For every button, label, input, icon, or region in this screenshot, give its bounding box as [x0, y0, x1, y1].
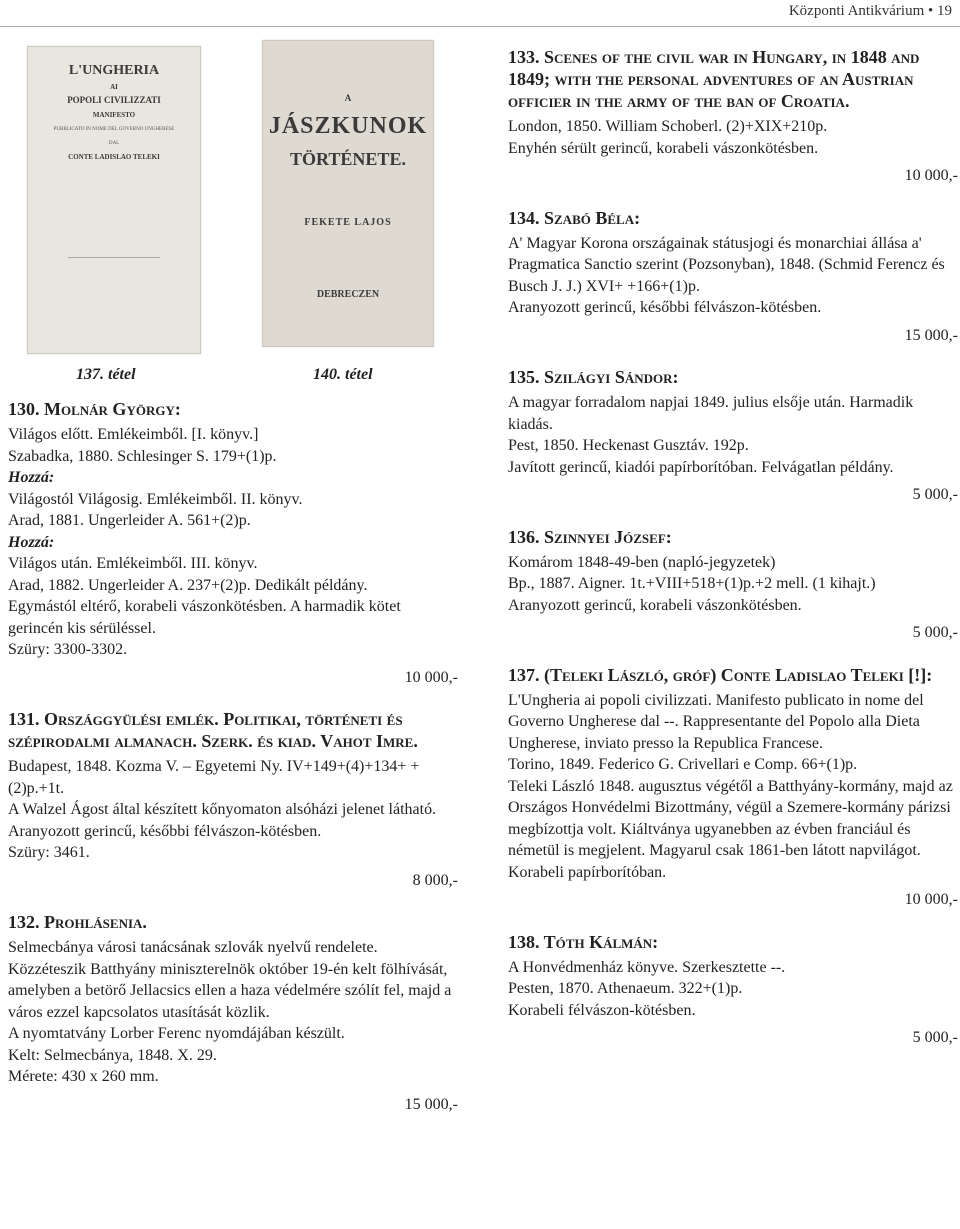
- entry-line: London, 1850. William Schoberl. (2)+XIX+210p.: [508, 118, 828, 135]
- entry-price: 5 000,-: [912, 1029, 958, 1046]
- entry-price: 5 000,-: [912, 486, 958, 503]
- entry-heading: 135. Szilágyi Sándor:: [508, 367, 679, 387]
- entry-line: Szabadka, 1880. Schlesinger S. 179+(1)p.: [8, 447, 277, 465]
- figure-caption-140: 140. tétel: [313, 366, 373, 383]
- fig1-rule: [68, 257, 160, 258]
- entry-description: Aranyozott gerincű, későbbi félvászon-kötésben.: [8, 822, 322, 840]
- entry-description: A magyar forradalom napjai 1849. julius elsője után. Harmadik kiadás.: [508, 394, 914, 433]
- entry-price: 10 000,-: [904, 891, 958, 908]
- entry-description: Torino, 1849. Federico G. Crivellari e Comp. 66+(1)p.: [508, 756, 858, 773]
- entry-line: Világos után. Emlékeimből. III. könyv.: [8, 555, 258, 572]
- entry-description: Komárom 1848-49-ben (napló-jegyzetek): [508, 553, 776, 571]
- entry-line: Enyhén sérült gerincű, korabeli vászonkötésben.: [508, 139, 819, 157]
- header-text: Központi Antikvárium • 19: [788, 3, 952, 19]
- fig2-place: DEBRECZEN: [316, 289, 380, 300]
- catalog-entry-130: [8, 398, 458, 688]
- entry-description: Pest, 1850. Heckenast Gusztáv. 192p.: [508, 437, 749, 454]
- fig1-line: MANIFESTO: [92, 111, 136, 119]
- entry-line: Világos előtt. Emlékeimből. [I. könyv.]: [8, 426, 259, 443]
- hozza-label: Hozzá:: [8, 533, 55, 551]
- fig2-subtitle: TÖRTÉNETE.: [290, 149, 406, 169]
- entry-heading: 134. Szabó Béla:: [508, 207, 641, 228]
- entry-heading: 138. Tóth Kálmán:: [508, 931, 659, 952]
- entry-price: 10 000,-: [404, 668, 458, 686]
- entry-description: Selmecbánya városi tanácsának szlovák nyelvű rendelete. Közzéteszik Batthyány miniszterelnök október 19-én kelt fölhívását, amelyben a betörő Jellacsics ellen a haza védelmére szólít fel, majd a város ezzel kapcsolatos utasítását közlik.: [8, 939, 452, 1021]
- entry-price: 15 000,-: [904, 326, 958, 344]
- page-header: [0, 0, 960, 27]
- figure-caption-137: 137. tétel: [76, 366, 136, 383]
- catalog-entry-136: [508, 526, 958, 644]
- catalog-entry-131: [8, 708, 458, 891]
- entry-description: A' Magyar Korona országainak státusjogi és monarchiai állása a' Pragmatica Sanctio szerint (Pozsonyban), 1848. (Schmid Ferencz és Busch J. J.) XVI+ +166+(1)p.: [508, 234, 945, 295]
- entry-description: Egymástól eltérő, korabeli vászonkötésben. A harmadik kötet gerincén kis sérüléssel.: [8, 598, 401, 637]
- catalog-entry-135: [508, 366, 958, 506]
- entry-price: 15 000,-: [404, 1095, 458, 1113]
- hozza-label: Hozzá:: [8, 469, 55, 486]
- entry-line: Budapest, 1848. Kozma V. – Egyetemi Ny. IV+149+(4)+134+ +(2)p.+1t.: [8, 758, 420, 797]
- entry-description: Javított gerincű, kiadói papírborítóban. Felvágatlan példány.: [508, 458, 894, 476]
- entry-heading: 137. (Teleki László, gróf) Conte Ladislao Teleki [!]:: [508, 664, 933, 685]
- entry-description: Mérete: 430 x 260 mm.: [8, 1068, 159, 1085]
- left-column: [8, 398, 458, 1115]
- entry-description: A Honvédmenház könyve. Szerkesztette --.: [508, 958, 786, 976]
- entry-description: Korabeli papírborítóban.: [508, 863, 667, 881]
- entry-price: 8 000,-: [412, 871, 458, 889]
- catalog-entry-137: [508, 664, 958, 911]
- entry-line: Arad, 1881. Ungerleider A. 561+(2)p.: [8, 512, 251, 529]
- fig2-author: FEKETE LAJOS: [304, 217, 392, 228]
- catalog-entry-132: [8, 911, 458, 1115]
- entry-description: Teleki László 1848. augusztus végétől a Batthyány-kormány, majd az Országos Honvédelmi Bizottmány, végül a Szemere-kormány párizsi megbízottja volt. Kiáltványa ugyanebben az évben franciául és németül is megjelent. Magyarul csak 1861-ben látott napvilágot.: [508, 777, 953, 859]
- book-cover-image-137: [27, 46, 201, 354]
- fig1-title: L'UNGHERIA: [68, 63, 160, 78]
- fig1-line: DAL: [108, 141, 120, 146]
- fig1-line: CONTE LADISLAO TELEKI: [68, 153, 160, 161]
- entry-line: Arad, 1882. Ungerleider A. 237+(2)p. Dedikált példány.: [8, 576, 368, 594]
- catalog-entry-133: [508, 46, 958, 187]
- right-column: [508, 46, 958, 1049]
- entry-description: Korabeli félvászon-kötésben.: [508, 1001, 696, 1019]
- entry-description: Kelt: Selmecbánya, 1848. X. 29.: [8, 1046, 217, 1064]
- catalog-entry-138: [508, 931, 958, 1049]
- entry-description: Aranyozott gerincű, korabeli vászonkötésben.: [508, 596, 802, 614]
- entry-reference: Szüry: 3300-3302.: [8, 641, 128, 658]
- catalog-entry-134: [508, 207, 958, 347]
- book-cover-image-140: [262, 40, 434, 347]
- entry-description: A Walzel Ágost által készített kőnyomaton alsóházi jelenet látható.: [8, 801, 437, 818]
- entry-heading: 132. Prohlásenia.: [8, 912, 147, 932]
- entry-description: L'Ungheria ai popoli civilizzati. Manifesto publicato in nome del Governo Ungherese dal --. Rappresentante del Popolo alla Dieta Ungherese, inviato presso la Republica Francese.: [508, 691, 924, 752]
- entry-heading: 136. Szinnyei József:: [508, 526, 672, 547]
- entry-reference: Szüry: 3461.: [8, 844, 90, 861]
- fig1-line: POPOLI CIVILIZZATI: [67, 95, 161, 105]
- fig1-line: PUBBLICATO IN NOME DEL GOVERNO UNGHERESE: [53, 127, 175, 132]
- entry-description: A nyomtatvány Lorber Ferenc nyomdájában készült.: [8, 1025, 345, 1042]
- entry-description: Bp., 1887. Aigner. 1t.+VIII+518+(1)p.+2 mell. (1 kihajt.): [508, 575, 876, 592]
- entry-heading: 130. Molnár György:: [8, 399, 181, 419]
- entry-price: 10 000,-: [904, 167, 958, 184]
- fig2-small: A: [344, 93, 352, 103]
- entry-line: Világostól Világosig. Emlékeimből. II. könyv.: [8, 490, 303, 508]
- entry-description: Aranyozott gerincű, későbbi félvászon-kötésben.: [508, 299, 822, 316]
- fig1-line: AI: [110, 83, 118, 91]
- entry-description: Pesten, 1870. Athenaeum. 322+(1)p.: [508, 980, 743, 997]
- entry-heading: 131. Országgyülési emlék. Politikai, történeti és szépirodalmi almanach. Szerk. és kiad. Vahot Imre.: [8, 709, 418, 751]
- entry-heading: 133. Scenes of the civil war in Hungary, in 1848 and 1849; with the personal adventures of an Austrian officier in the army of the ban of Croatia.: [508, 47, 920, 111]
- entry-price: 5 000,-: [912, 624, 958, 641]
- fig2-title: JÁSZKUNOK: [268, 113, 428, 139]
